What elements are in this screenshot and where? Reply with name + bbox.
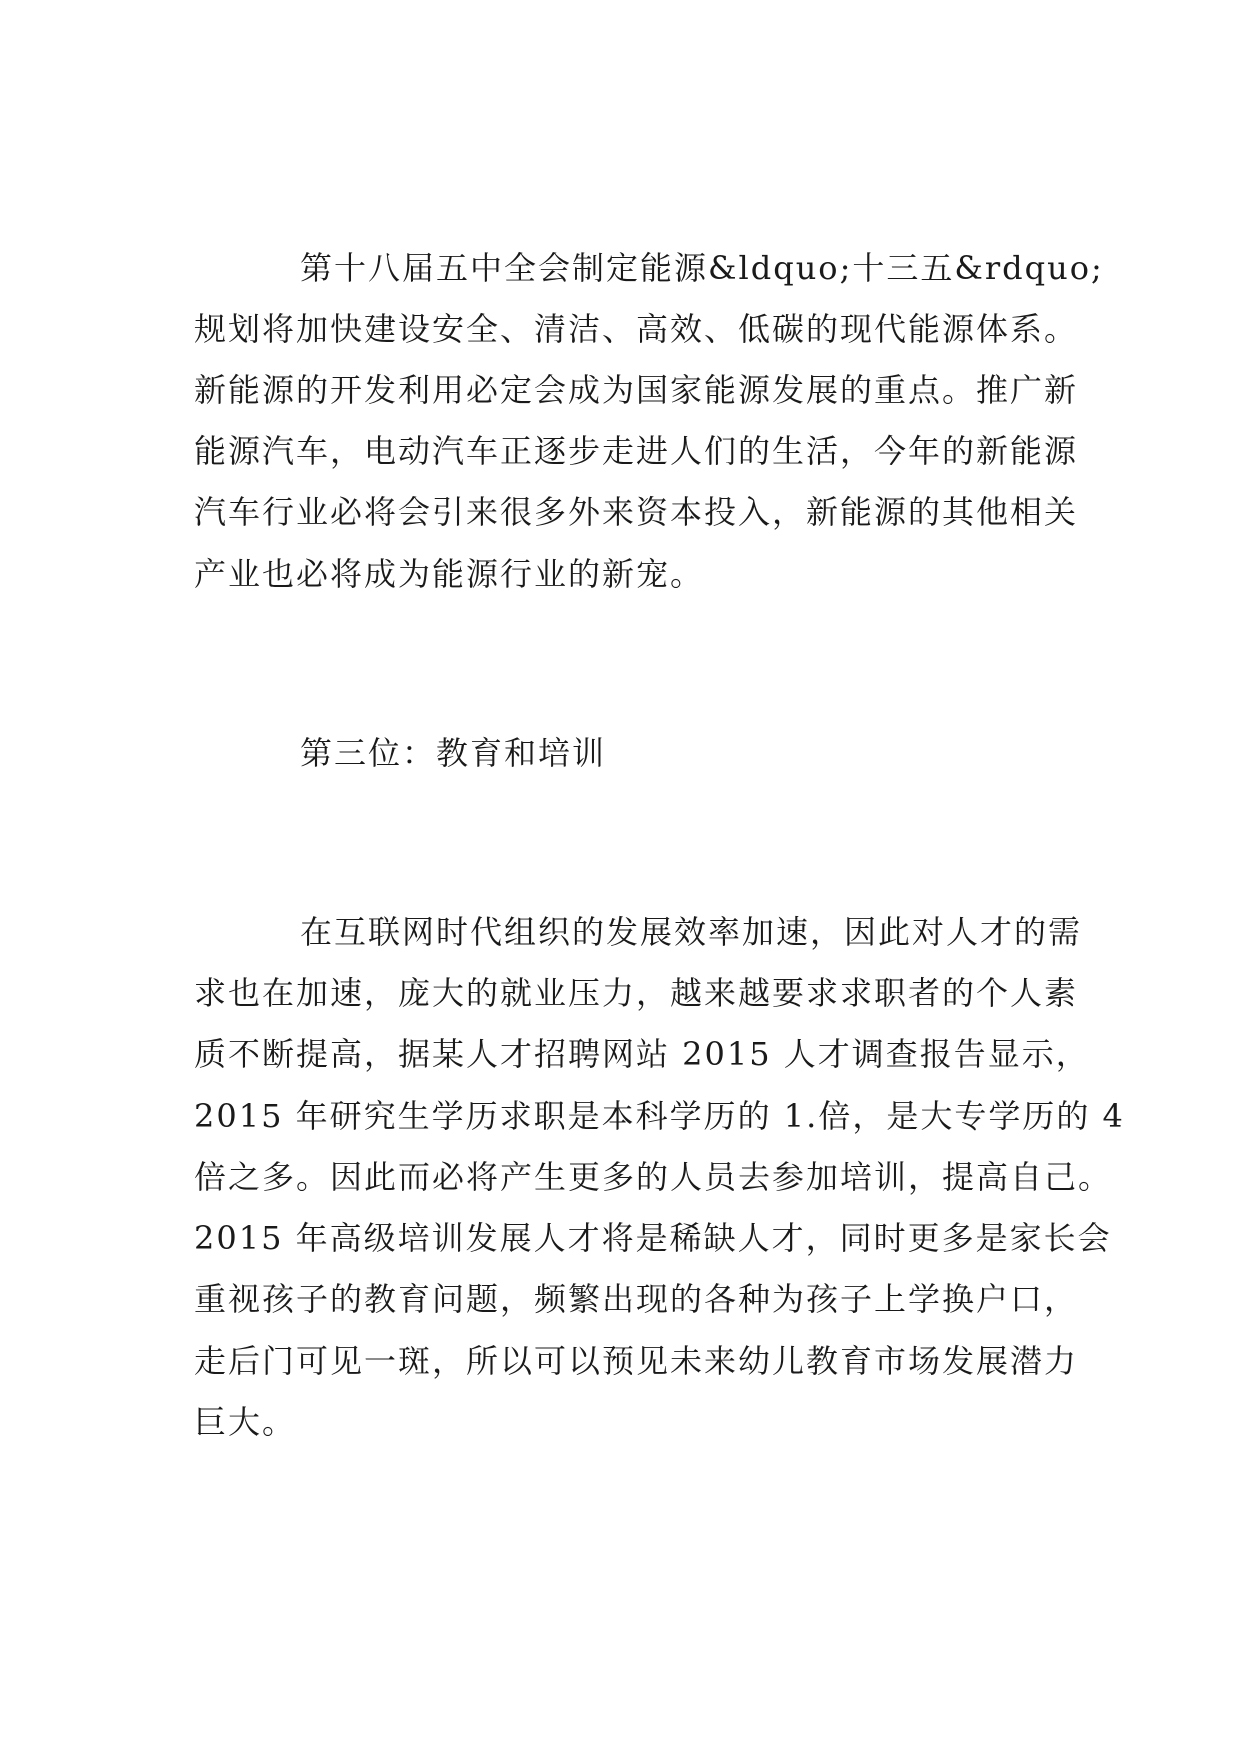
paragraph-line: 第十八届五中全会制定能源&ldquo;十三五&rdquo; bbox=[300, 249, 1104, 287]
section-heading: 第三位：教育和培训 bbox=[300, 734, 607, 772]
paragraph-line: 能源汽车，电动汽车正逐步走进人们的生活，今年的新能源 bbox=[194, 432, 1079, 470]
paragraph-line: 倍之多。因此而必将产生更多的人员去参加培训，提高自己。 bbox=[194, 1158, 1113, 1196]
paragraph-line: 2015 年高级培训发展人才将是稀缺人才，同时更多是家长会 bbox=[194, 1219, 1112, 1257]
paragraph-line: 新能源的开发利用必定会成为国家能源发展的重点。推广新 bbox=[194, 371, 1079, 409]
paragraph-line: 重视孩子的教育问题，频繁出现的各种为孩子上学换户口， bbox=[194, 1280, 1079, 1318]
paragraph-line: 质不断提高，据某人才招聘网站 2015 人才调查报告显示， bbox=[194, 1035, 1090, 1073]
paragraph-line: 规划将加快建设安全、清洁、高效、低碳的现代能源体系。 bbox=[194, 310, 1079, 348]
paragraph-line: 2015 年研究生学历求职是本科学历的 1.倍，是大专学历的 4 bbox=[194, 1097, 1125, 1135]
paragraph-line: 走后门可见一斑，所以可以预见未来幼儿教育市场发展潜力 bbox=[194, 1342, 1079, 1380]
paragraph-line: 在互联网时代组织的发展效率加速，因此对人才的需 bbox=[300, 913, 1083, 951]
paragraph-line: 巨大。 bbox=[194, 1403, 297, 1441]
paragraph-line: 汽车行业必将会引来很多外来资本投入，新能源的其他相关 bbox=[194, 493, 1079, 531]
paragraph-line: 产业也必将成为能源行业的新宠。 bbox=[194, 555, 705, 593]
paragraph-line: 求也在加速，庞大的就业压力，越来越要求求职者的个人素 bbox=[194, 974, 1079, 1012]
